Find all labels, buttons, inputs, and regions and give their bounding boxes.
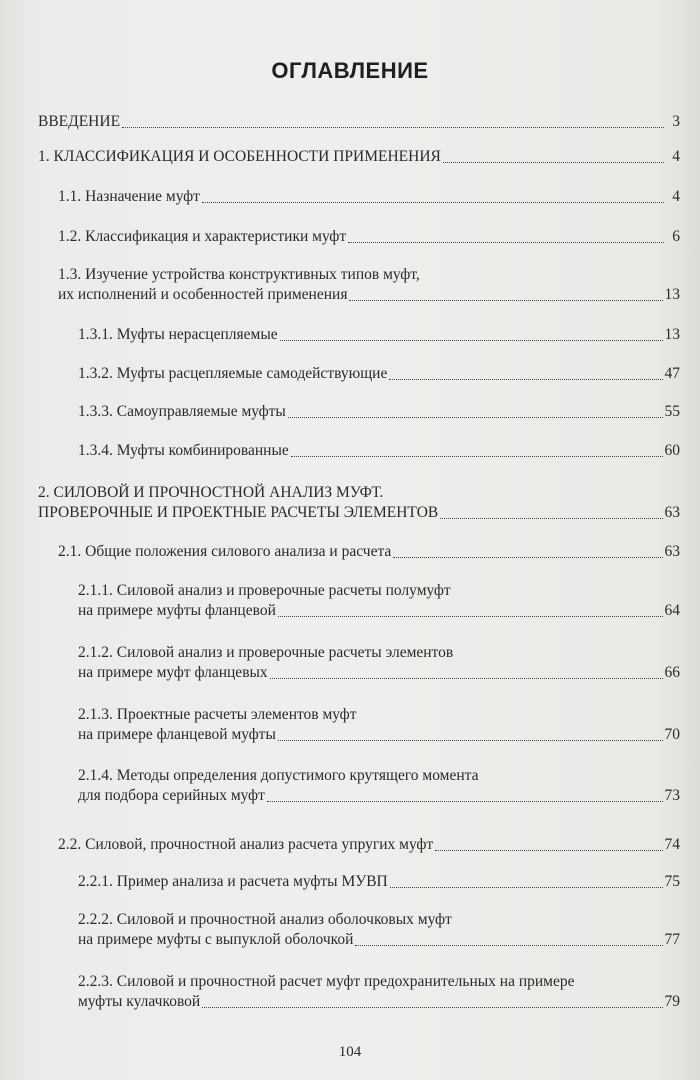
toc-entry[interactable] — [58, 227, 680, 247]
toc-entry-title: 1.3.2. Муфты расцепляемые самодействующие — [78, 365, 388, 382]
toc-page-number: 66 — [664, 664, 680, 681]
toc-entry-title: на примере фланцевой муфты — [78, 726, 276, 743]
toc-entry[interactable] — [58, 265, 680, 305]
toc-entry-title: 1.3.3. Самоуправляемые муфты — [78, 403, 286, 420]
toc-entry-title: 2.2.2. Силовой и прочностной анализ оболочковых муфт — [78, 911, 452, 928]
toc-page-number: 55 — [664, 403, 680, 420]
dot-leader — [348, 242, 664, 243]
toc-entry-title: 2. СИЛОВОЙ И ПРОЧНОСТНОЙ АНАЛИЗ МУФТ. — [38, 484, 384, 501]
dot-leader — [122, 127, 664, 128]
toc-entry[interactable] — [58, 835, 680, 855]
dot-leader — [288, 417, 663, 418]
toc-page-number: 3 — [672, 113, 680, 130]
toc-entry[interactable] — [78, 364, 680, 384]
toc-page-number: 77 — [664, 931, 680, 948]
dot-leader — [390, 887, 663, 888]
page-title: ОГЛАВЛЕНИЕ — [271, 58, 429, 83]
dot-leader — [291, 456, 663, 457]
dot-leader — [278, 616, 663, 617]
toc-entry-title: их исполнений и особенностей применения — [58, 286, 348, 303]
toc-entry[interactable] — [78, 402, 680, 422]
toc-entry[interactable] — [78, 972, 680, 1012]
toc-entry-title: на примере муфт фланцевых — [78, 664, 268, 681]
dot-leader — [349, 300, 662, 301]
toc-page-number: 47 — [664, 365, 680, 382]
dot-leader — [267, 801, 663, 802]
toc-entry-title: на примере муфты с выпуклой оболочкой — [78, 931, 354, 948]
toc-entry-title: 2.1. Общие положения силового анализа и расчета — [58, 543, 392, 560]
toc-entry-title: 2.1.4. Методы определения допустимого крутящего момента — [78, 767, 479, 784]
toc-page-number: 13 — [664, 326, 680, 343]
toc-page-number: 4 — [672, 148, 680, 165]
toc-entry-title: 2.2.3. Силовой и прочностной расчет муфт предохранительных на примере — [78, 973, 575, 990]
toc-entry-title: 2.2. Силовой, прочностной анализ расчета упругих муфт — [58, 836, 434, 853]
toc-entry-title: 2.1.2. Силовой анализ и проверочные расчеты элементов — [78, 644, 454, 661]
toc-page-number: 70 — [664, 726, 680, 743]
toc-entry-title: ПРОВЕРОЧНЫЕ И ПРОЕКТНЫЕ РАСЧЕТЫ ЭЛЕМЕНТОВ — [38, 504, 439, 521]
toc-entry-title: 2.1.1. Силовой анализ и проверочные расчеты полумуфт — [78, 582, 451, 599]
toc-page-number: 64 — [664, 602, 680, 619]
toc-entry-title: на примере муфты фланцевой — [78, 602, 276, 619]
toc-entry[interactable] — [38, 147, 680, 167]
toc-entry-title: 1.3.1. Муфты нерасцепляемые — [78, 326, 278, 343]
toc-entry-title: 1.3.4. Муфты комбинированные — [78, 442, 289, 459]
toc-entry[interactable] — [78, 581, 680, 621]
dot-leader — [278, 740, 663, 741]
page-number: 104 — [338, 1044, 362, 1060]
toc-entry-title: ВВЕДЕНИЕ — [38, 113, 121, 130]
toc-entry-title: 2.1.3. Проектные расчеты элементов муфт — [78, 706, 357, 723]
toc-entry[interactable] — [58, 187, 680, 207]
dot-leader — [435, 850, 662, 851]
toc-page-number: 63 — [664, 504, 680, 521]
toc-entry[interactable] — [78, 766, 680, 806]
toc-entry-title: 1.3. Изучение устройства конструктивных типов муфт, — [58, 266, 420, 283]
dot-leader — [443, 162, 664, 163]
toc-entry[interactable] — [58, 542, 680, 562]
toc-page-number: 13 — [664, 286, 680, 303]
toc-entry[interactable] — [78, 441, 680, 461]
toc-page-number: 73 — [664, 787, 680, 804]
toc-entry-title: 1.1. Назначение муфт — [58, 188, 200, 205]
toc-entry-title: муфты кулачковой — [78, 993, 201, 1010]
dot-leader — [202, 1007, 662, 1008]
toc-entry[interactable] — [78, 643, 680, 683]
toc-entry[interactable] — [38, 483, 680, 523]
toc-entry[interactable] — [78, 325, 680, 345]
toc-page-number: 79 — [664, 993, 680, 1010]
toc-page-number: 6 — [672, 228, 680, 245]
toc-page-number: 75 — [664, 873, 680, 890]
dot-leader — [202, 202, 664, 203]
dot-leader — [393, 557, 662, 558]
toc-page-number: 74 — [664, 836, 680, 853]
toc-entry[interactable] — [78, 705, 680, 745]
toc-page-number: 63 — [664, 543, 680, 560]
dot-leader — [355, 945, 662, 946]
dot-leader — [270, 678, 663, 679]
toc-entry[interactable] — [78, 910, 680, 950]
dot-leader — [389, 379, 662, 380]
toc-page-number: 4 — [672, 188, 680, 205]
toc-page-number: 60 — [664, 442, 680, 459]
toc-entry-title: для подбора серийных муфт — [78, 787, 265, 804]
toc-entry-title: 2.2.1. Пример анализа и расчета муфты МУВП — [78, 873, 388, 890]
toc-entry[interactable] — [78, 872, 680, 892]
toc-entry-title: 1.2. Классификация и характеристики муфт — [58, 228, 347, 245]
toc-entry[interactable] — [38, 112, 680, 132]
dot-leader — [440, 518, 662, 519]
toc-entry-title: 1. КЛАССИФИКАЦИЯ И ОСОБЕННОСТИ ПРИМЕНЕНИЯ — [38, 148, 441, 165]
dot-leader — [280, 340, 663, 341]
